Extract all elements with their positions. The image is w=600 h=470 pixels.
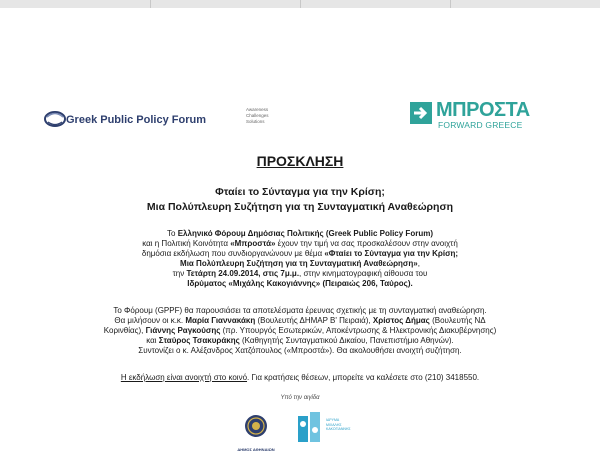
- gppf-name: Greek Public Policy Forum: [66, 114, 206, 126]
- open-event-note: Η εκδήλωση είναι ανοιχτή στο κοινό: [120, 373, 248, 382]
- gppf-logo: [44, 104, 280, 134]
- event-subtitle-line1: Φταίει το Σύνταγμα για την Κρίση;: [215, 186, 385, 198]
- gppf-tagline: Awareness Challenges Solutions: [246, 107, 269, 124]
- brosta-arrow-icon: [408, 100, 434, 126]
- brosta-logo: [408, 100, 558, 134]
- program-paragraph: Το Φόρουμ (GPPF) θα παρουσιάσει τα αποτελέσματα έρευνας σχετικής με τη συνταγματική αναθεώρηση. Θα μιλήσουν οι κ.κ. Μαρία Γιαννακάκη (Βουλευτής ΔΗΜΑΡ Β' Πειραιά), Χρίστος Δήμας (Βουλευτής ΝΔ Κορινθίας), Γιάννης Ραγκούσης (πρ. Υπουργός Εσωτερικών, Αποκέντρωσης & Ηλεκτρονικής Διακυβέρνησης) και Σταύρος Τσακυράκης (Καθηγητής Συνταγματικού Δικαίου, Πανεπιστήμιο Αθηνών). Συντονίζει ο κ. Αλέξανδρος Χατζόπουλος («Μπροστά»). Θα ακολουθήσει ανοιχτή συζήτηση.: [103, 306, 497, 355]
- brosta-name: ΜΠΡΟΣΤΑ: [436, 99, 530, 121]
- foundation-name: ΙΔΡΥΜΑ ΜΙΧΑΛΗΣ ΚΑΚΟΓΙΑΝΝΗΣ: [326, 418, 351, 431]
- brosta-subtitle: FORWARD GREECE: [438, 120, 523, 130]
- invitation-paragraph: Το Ελληνικό Φόρουμ Δημόσιας Πολιτικής (Greek Public Policy Forum) και η Πολιτική Κοινότητα «Μπροστά» έχουν την τιμή να σας προσκαλέσουν στην ανοιχτή δημόσια εκδήλωση που συνδιοργανώνουν με θέμα «Φταίει το Σύνταγμα για την Κρίση; Μια Πολύπλευρη Συζήτηση για τη Συνταγματική Αναθεώρηση», την Τετάρτη 24.09.2014, στις 7μ.μ., στην κινηματογραφική αίθουσα του Ιδρύματος «Μιχάλης Κακογιάννης» (Πειραιώς 206, Ταύρος).: [141, 229, 459, 288]
- top-strip: [0, 0, 600, 8]
- reservations-line: Η εκδήλωση είναι ανοιχτή στο κοινό. Για κρατήσεις θέσεων, μπορείτε να καλέσετε στο (210) 3418550.: [120, 373, 480, 382]
- page-title: ΠΡΟΣΚΛΗΣΗ: [256, 153, 344, 169]
- foundation-logo-icon: [296, 410, 322, 446]
- municipality-name: ΔΗΜΟΣ ΑΘΗΝΑΙΩΝ: [237, 447, 275, 452]
- event-subtitle-line2: Μια Πολύπλευρη Συζήτηση για τη Συνταγματική Αναθεώρηση: [146, 201, 454, 213]
- under-auspices-label: Υπό την αιγίδα: [280, 395, 320, 401]
- municipality-seal-icon: [243, 412, 269, 452]
- gppf-globe-icon: [44, 108, 66, 130]
